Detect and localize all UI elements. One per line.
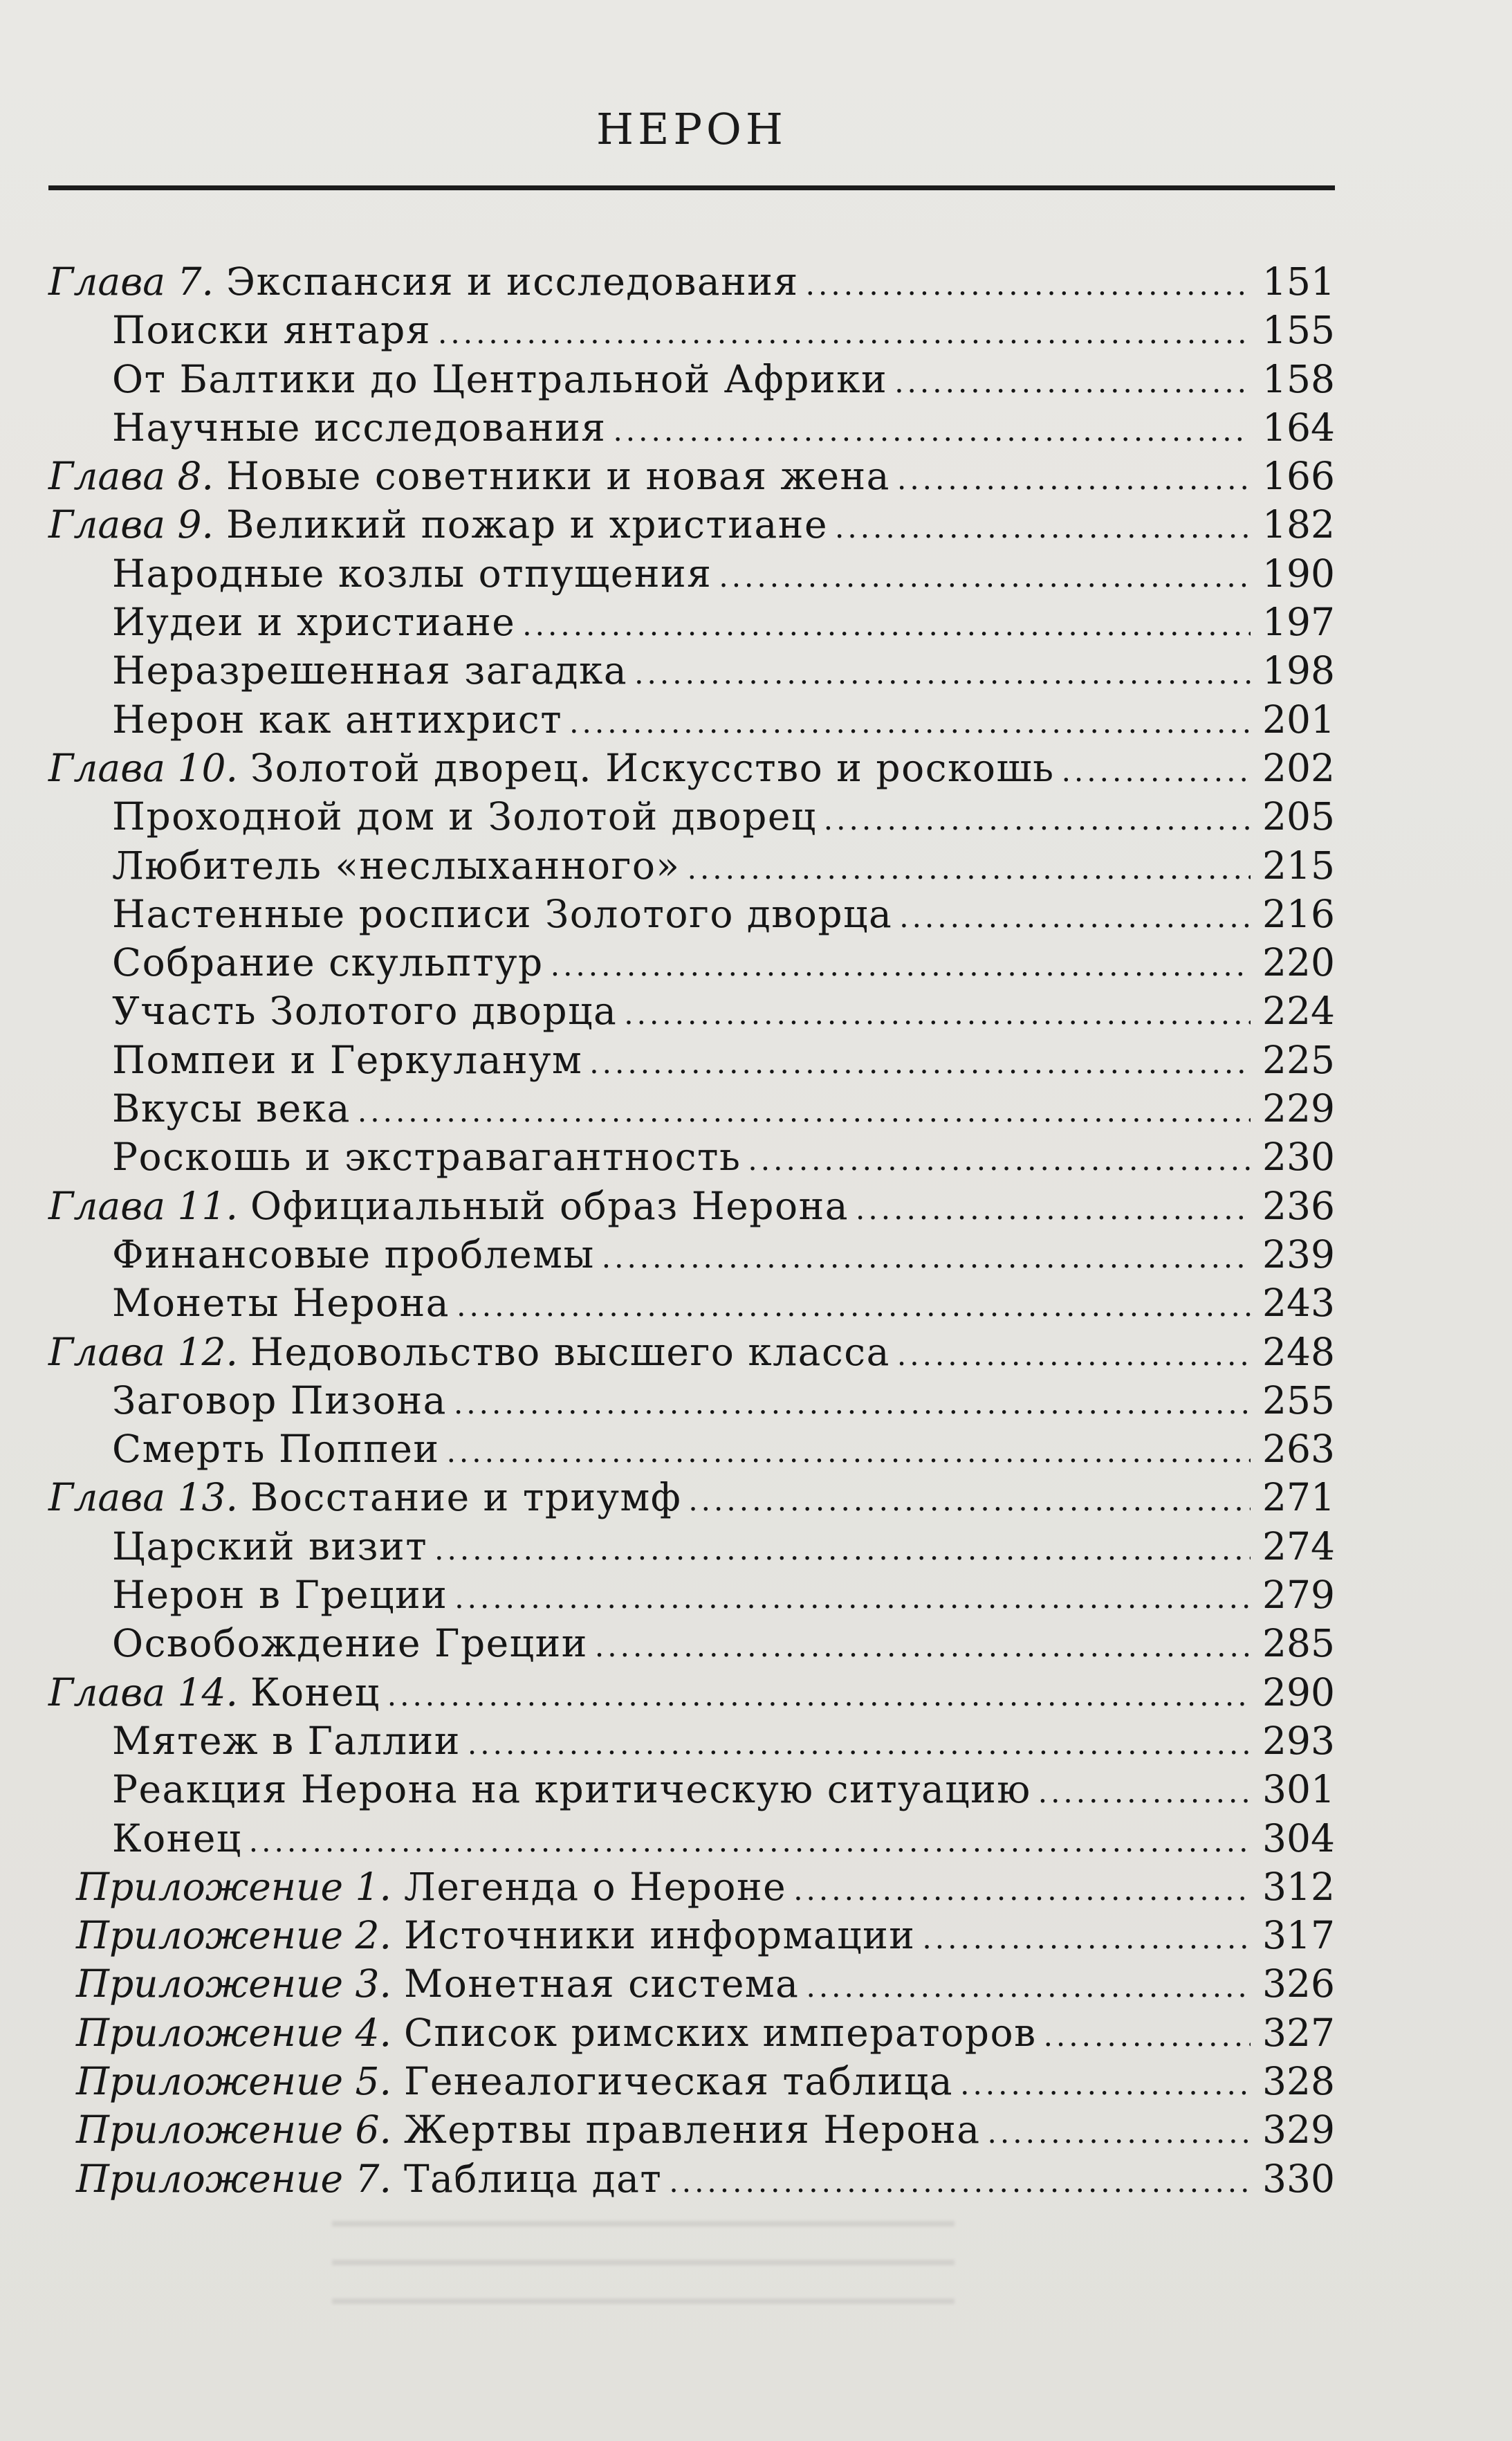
- dot-leader: [856, 1185, 1251, 1234]
- dot-leader: [522, 601, 1251, 650]
- toc-page-number: 158: [1262, 356, 1335, 401]
- toc-entry: [48, 1425, 1335, 1473]
- toc-entry: [48, 1619, 1335, 1667]
- toc-title: Иудеи и христиане: [112, 600, 516, 645]
- toc-title: Жертвы правления Нерона: [403, 2108, 981, 2152]
- toc-title: Научные исследования: [112, 405, 607, 450]
- toc-page-number: 312: [1262, 1864, 1335, 1909]
- toc-entry: [48, 1959, 1335, 2008]
- toc-label: Глава 14.: [48, 1670, 238, 1715]
- toc-entry: [48, 1036, 1335, 1084]
- toc-entry: [48, 549, 1335, 598]
- toc-page-number: 293: [1262, 1718, 1335, 1763]
- toc-label: Приложение 7.: [76, 2156, 391, 2201]
- dot-leader: [454, 1380, 1251, 1428]
- toc-page-number: 271: [1262, 1475, 1335, 1520]
- toc-label: Приложение 3.: [76, 1962, 391, 2006]
- toc-page-number: 279: [1262, 1573, 1335, 1618]
- dot-leader: [624, 990, 1251, 1039]
- toc-page-number: 285: [1262, 1621, 1335, 1666]
- toc-page-number: 224: [1262, 989, 1335, 1034]
- toc-title: Народные козлы отпущения: [112, 551, 712, 596]
- toc-title: Поиски янтаря: [112, 308, 432, 353]
- toc-title: Монеты Нерона: [112, 1281, 450, 1326]
- toc-entry: [48, 1328, 1335, 1376]
- toc-entry: [48, 452, 1335, 500]
- toc-entry: [48, 1133, 1335, 1181]
- dot-leader: [447, 1428, 1251, 1477]
- toc-entry: [48, 938, 1335, 987]
- toc-entry: [48, 792, 1335, 841]
- toc-page-number: 166: [1262, 454, 1335, 499]
- toc-entry: [48, 2057, 1335, 2105]
- toc-entry: [48, 1376, 1335, 1425]
- toc-page-number: 230: [1262, 1135, 1335, 1180]
- toc-title: Восстание и триумф: [250, 1475, 682, 1520]
- dot-leader: [894, 358, 1251, 407]
- dot-leader: [1038, 1768, 1251, 1817]
- toc-label: Глава 7.: [48, 259, 214, 304]
- running-header: НЕРОН: [596, 104, 787, 154]
- toc-page-number: 329: [1262, 2108, 1335, 2152]
- dot-leader: [806, 261, 1251, 309]
- toc-title: Источники информации: [403, 1913, 916, 1958]
- toc-entry: [48, 2009, 1335, 2057]
- toc-title: Помпеи и Геркуланум: [112, 1037, 583, 1082]
- toc-title: Генеалогическая таблица: [403, 2058, 954, 2103]
- toc-page-number: 263: [1262, 1427, 1335, 1472]
- toc-entry: [48, 1911, 1335, 1959]
- dot-leader: [468, 1720, 1251, 1768]
- dot-leader: [613, 407, 1251, 455]
- dot-leader: [434, 1526, 1251, 1574]
- toc-label: Приложение 5.: [76, 2058, 391, 2103]
- dot-leader: [358, 1088, 1251, 1136]
- toc-page-number: 197: [1262, 600, 1335, 645]
- toc-page-number: 164: [1262, 405, 1335, 450]
- dot-leader: [688, 845, 1251, 893]
- dot-leader: [748, 1136, 1251, 1185]
- toc-title: Реакция Нерона на критическую ситуацию: [112, 1767, 1031, 1812]
- toc-page-number: 216: [1262, 891, 1335, 936]
- bleed-through-imprint: [332, 2200, 955, 2311]
- toc-entry: [48, 1522, 1335, 1571]
- toc-label: Глава 13.: [48, 1475, 238, 1520]
- toc-title: Роскошь и экстравагантность: [112, 1135, 741, 1180]
- toc-entry: [48, 500, 1335, 549]
- header-rule: [48, 185, 1335, 190]
- dot-leader: [457, 1282, 1251, 1331]
- toc-page-number: 239: [1262, 1232, 1335, 1277]
- toc-page-number: 248: [1262, 1329, 1335, 1374]
- toc-title: Список римских императоров: [403, 2010, 1037, 2055]
- toc-label: Приложение 1.: [76, 1864, 391, 1909]
- dot-leader: [569, 699, 1251, 747]
- toc-page-number: 155: [1262, 308, 1335, 353]
- toc-page-number: 330: [1262, 2156, 1335, 2201]
- dot-leader: [824, 796, 1251, 844]
- toc-page-number: 290: [1262, 1670, 1335, 1715]
- toc-title: Официальный образ Нерона: [250, 1183, 849, 1228]
- dot-leader: [793, 1866, 1251, 1914]
- toc-title: Мятеж в Галлии: [112, 1718, 461, 1763]
- toc-title: Неразрешенная загадка: [112, 648, 628, 693]
- toc-entry: [48, 744, 1335, 792]
- toc-entry: [48, 2155, 1335, 2203]
- toc-title: От Балтики до Центральной Африки: [112, 356, 888, 401]
- toc-label: Приложение 6.: [76, 2108, 391, 2152]
- toc-label: Глава 8.: [48, 454, 214, 499]
- toc-entry: [48, 695, 1335, 744]
- toc-entry: [48, 890, 1335, 938]
- toc-title: Освобождение Греции: [112, 1621, 588, 1666]
- toc-page-number: 236: [1262, 1183, 1335, 1228]
- toc-title: Любитель «неслыханного»: [112, 843, 681, 888]
- toc-entry: [48, 306, 1335, 354]
- toc-title: Экспансия и исследования: [226, 259, 799, 304]
- toc-page-number: 205: [1262, 794, 1335, 839]
- toc-title: Участь Золотого дворца: [112, 989, 618, 1034]
- toc-page-number: 328: [1262, 2058, 1335, 2103]
- dot-leader: [922, 1914, 1251, 1963]
- dot-leader: [634, 650, 1251, 698]
- dot-leader: [806, 1963, 1251, 2011]
- toc-title: Финансовые проблемы: [112, 1232, 595, 1277]
- toc-page-number: 229: [1262, 1086, 1335, 1131]
- toc-entry: [48, 257, 1335, 306]
- toc-label: Глава 9.: [48, 502, 214, 547]
- toc-page-number: 243: [1262, 1281, 1335, 1326]
- toc-entry: [48, 598, 1335, 646]
- toc-title: Собрание скульптур: [112, 940, 544, 985]
- dot-leader: [835, 504, 1251, 552]
- toc-title: Нерон как антихрист: [112, 697, 563, 742]
- toc-page-number: 198: [1262, 648, 1335, 693]
- dot-leader: [1062, 747, 1251, 796]
- dot-leader: [669, 2158, 1251, 2206]
- toc-entry: [48, 1182, 1335, 1230]
- toc-label: Приложение 4.: [76, 2010, 391, 2055]
- toc-title: Недовольство высшего класса: [250, 1329, 890, 1374]
- toc-entry: [48, 987, 1335, 1035]
- toc-page-number: 151: [1262, 259, 1335, 304]
- toc-title: Легенда о Нероне: [403, 1864, 787, 1909]
- toc-entry: [48, 1230, 1335, 1279]
- toc-label: Глава 11.: [48, 1183, 238, 1228]
- toc-entry: [48, 646, 1335, 695]
- toc-page-number: 202: [1262, 745, 1335, 790]
- dot-leader: [960, 2060, 1251, 2109]
- toc-page-number: 201: [1262, 697, 1335, 742]
- toc-title: Конец: [250, 1670, 380, 1715]
- toc-title: Вкусы века: [112, 1086, 351, 1131]
- toc-page-number: 304: [1262, 1816, 1335, 1861]
- toc-entry: [48, 1279, 1335, 1327]
- toc-title: Проходной дом и Золотой дворец: [112, 794, 817, 839]
- toc-entry: [48, 2105, 1335, 2154]
- toc-title: Настенные росписи Золотого дворца: [112, 891, 893, 936]
- toc-page-number: 317: [1262, 1913, 1335, 1958]
- toc-title: Великий пожар и христиане: [226, 502, 828, 547]
- toc-entry: [48, 1717, 1335, 1765]
- toc-page-number: 215: [1262, 843, 1335, 888]
- toc-entry: [48, 1084, 1335, 1133]
- dot-leader: [988, 2109, 1251, 2157]
- toc-title: Конец: [112, 1816, 242, 1861]
- toc-title: Заговор Пизона: [112, 1378, 447, 1423]
- dot-leader: [595, 1622, 1251, 1671]
- table-of-contents: [48, 257, 1335, 2203]
- toc-label: Глава 12.: [48, 1329, 238, 1374]
- toc-page-number: 220: [1262, 940, 1335, 985]
- dot-leader: [249, 1818, 1251, 1866]
- toc-page-number: 255: [1262, 1378, 1335, 1423]
- toc-entry: [48, 1814, 1335, 1863]
- dot-leader: [551, 942, 1251, 990]
- toc-entry: [48, 403, 1335, 452]
- dot-leader: [897, 455, 1251, 504]
- dot-leader: [899, 893, 1251, 942]
- dot-leader: [1044, 2012, 1251, 2060]
- toc-title: Золотой дворец. Искусство и роскошь: [250, 745, 1055, 790]
- toc-entry: [48, 841, 1335, 890]
- toc-entry: [48, 1571, 1335, 1619]
- dot-leader: [438, 309, 1251, 358]
- toc-title: Смерть Поппеи: [112, 1427, 440, 1472]
- toc-page-number: 326: [1262, 1962, 1335, 2006]
- toc-title: Царский визит: [112, 1524, 428, 1569]
- toc-page-number: 190: [1262, 551, 1335, 596]
- toc-title: Нерон в Греции: [112, 1573, 448, 1618]
- toc-label: Глава 10.: [48, 745, 238, 790]
- dot-leader: [897, 1331, 1251, 1380]
- toc-label: Приложение 2.: [76, 1913, 391, 1958]
- toc-entry: [48, 1863, 1335, 1911]
- toc-page-number: 225: [1262, 1037, 1335, 1082]
- toc-title: Таблица дат: [403, 2156, 663, 2201]
- dot-leader: [719, 553, 1251, 601]
- dot-leader: [387, 1672, 1251, 1720]
- dot-leader: [454, 1574, 1251, 1622]
- toc-page-number: 301: [1262, 1767, 1335, 1812]
- toc-title: Монетная система: [403, 1962, 800, 2006]
- toc-entry: [48, 1473, 1335, 1521]
- toc-entry: [48, 1765, 1335, 1813]
- dot-leader: [589, 1039, 1251, 1088]
- toc-entry: [48, 1668, 1335, 1717]
- toc-page-number: 182: [1262, 502, 1335, 547]
- dot-leader: [602, 1234, 1251, 1282]
- toc-page-number: 327: [1262, 2010, 1335, 2055]
- toc-title: Новые советники и новая жена: [226, 454, 890, 499]
- dot-leader: [688, 1477, 1251, 1525]
- toc-entry: [48, 355, 1335, 403]
- toc-page-number: 274: [1262, 1524, 1335, 1569]
